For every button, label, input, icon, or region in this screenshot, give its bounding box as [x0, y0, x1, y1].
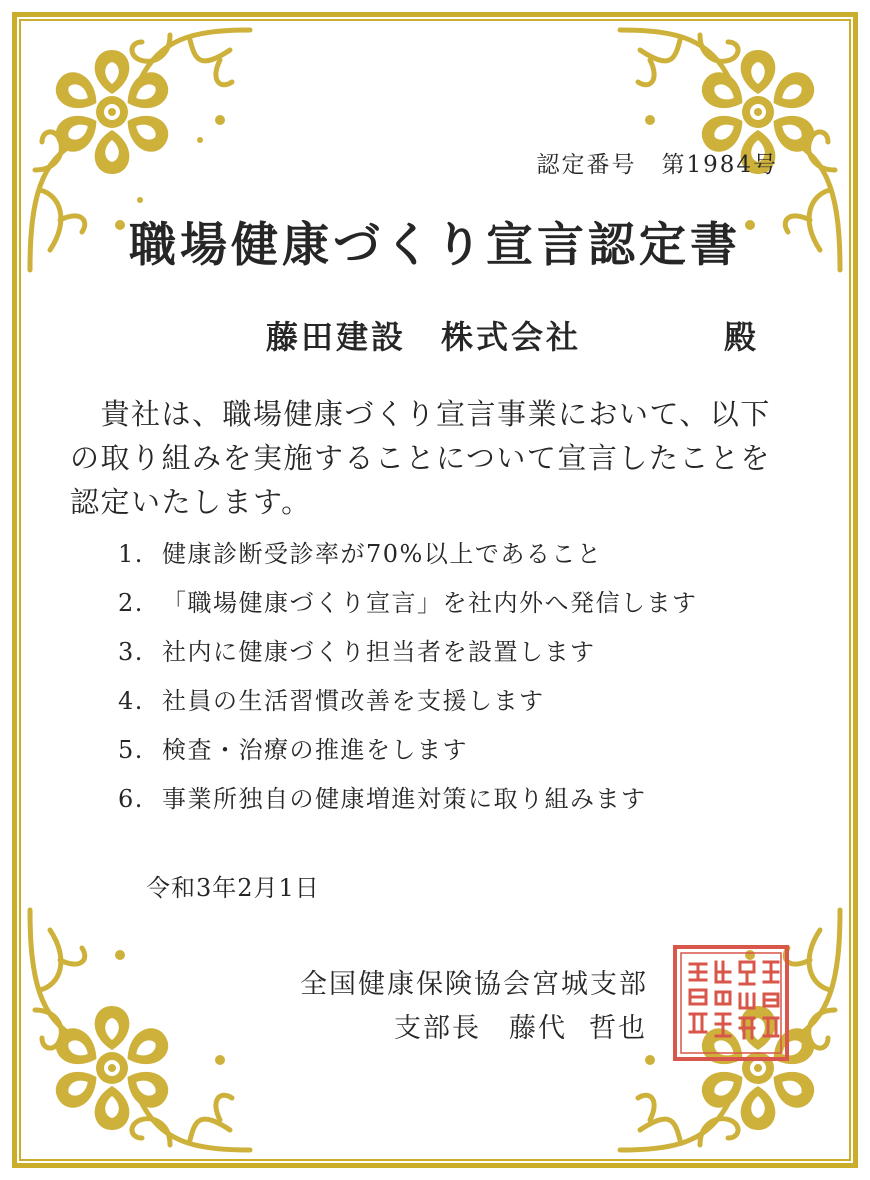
issuer-role: 支部長 — [394, 1013, 481, 1044]
certificate-title: 職場健康づくり宣言認定書 — [129, 218, 741, 273]
item-number: 4. — [118, 687, 144, 715]
body-line: 貴社は、職場健康づくり宣言事業において、以下 — [70, 397, 771, 431]
certification-number: 認定番号 第1984号 — [536, 152, 778, 178]
item-text: 社員の生活習慣改善を支援します — [162, 687, 545, 715]
list-item — [118, 781, 698, 830]
item-text: 検査・治療の推進をします — [162, 736, 468, 764]
recipient-honorific: 殿 — [724, 318, 757, 356]
issue-date: 令和3年2月1日 — [146, 874, 320, 902]
item-text: 「職場健康づくり宣言」を社内外へ発信します — [162, 589, 698, 617]
corner-ornament-bottom-left — [20, 900, 260, 1160]
official-seal-stamp — [672, 944, 790, 1062]
item-number: 1. — [118, 540, 144, 568]
issuer-signatory — [394, 1006, 647, 1045]
issuer-family-name: 藤代 — [509, 1013, 567, 1044]
list-item — [118, 634, 698, 683]
recipient-name: 藤田建設 株式会社 — [266, 318, 582, 356]
item-number: 3. — [118, 638, 144, 666]
item-number: 5. — [118, 736, 144, 764]
body-line: 認定いたします。 — [70, 485, 312, 519]
issuer-given-name: 哲也 — [589, 1013, 647, 1044]
item-number: 2. — [118, 589, 144, 617]
item-text: 事業所独自の健康増進対策に取り組みます — [162, 785, 647, 813]
certificate-body — [70, 392, 810, 524]
item-text: 社内に健康づくり担当者を設置します — [162, 638, 596, 666]
list-item — [118, 732, 698, 781]
body-line: の取り組みを実施することについて宣言したことを — [70, 441, 771, 475]
item-text: 健康診断受診率が70%以上であること — [162, 540, 603, 568]
issuer-organization: 全国健康保険協会宮城支部 — [300, 969, 648, 1000]
list-item — [118, 585, 698, 634]
list-item — [118, 536, 698, 585]
item-number: 6. — [118, 785, 144, 813]
list-item — [118, 683, 698, 732]
commitment-list — [118, 536, 698, 830]
